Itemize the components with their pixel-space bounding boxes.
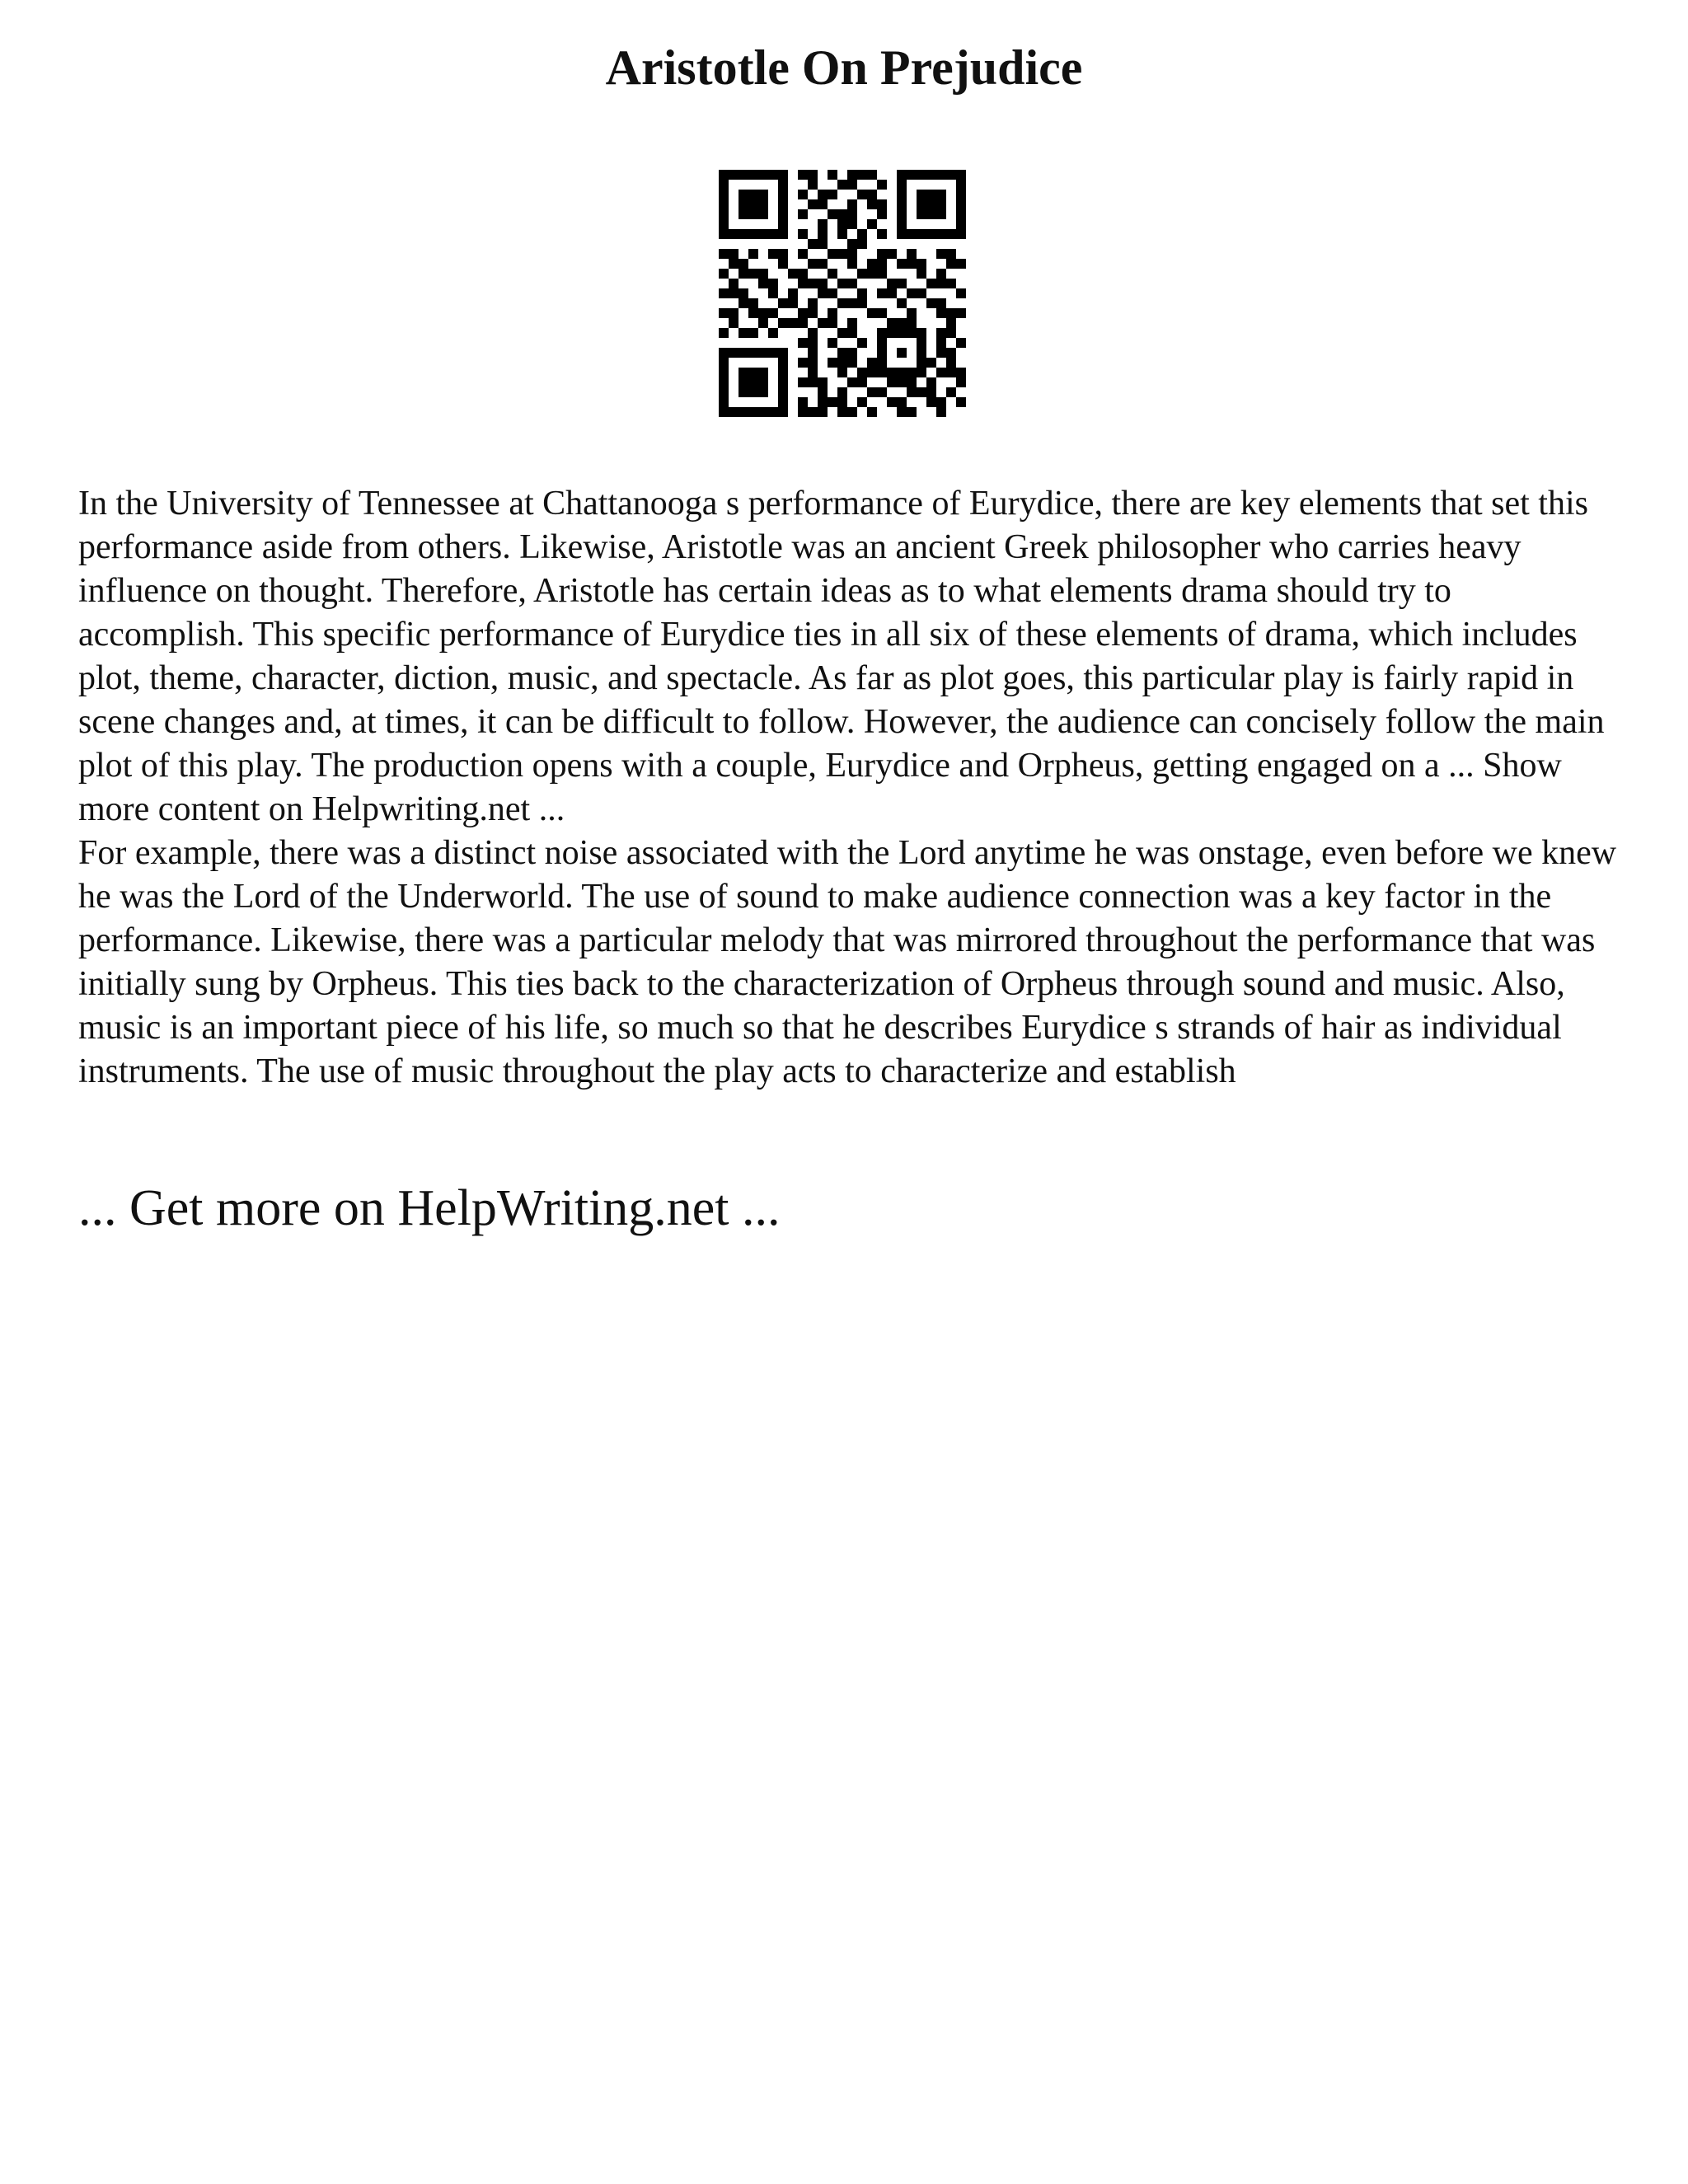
paragraph-intro: In the University of Tennessee at Chattanooga s performance of Eurydice, there are key elements that set this performance aside from others. Likewise, Aristotle was an ancient Greek philosopher who carries heavy influence on thought. Therefore, Aristotle has certain ideas as to what elements drama should try to accomplish. This specific performance of Eurydice ties in all six of these elements of drama, which includes plot, theme, character, diction, music, and spectacle. As far as plot goes, this particular play is fairly rapid in scene changes and, at times, it can be difficult to follow. However, the audience can concisely follow the main plot of this play. The production opens with a couple, Eurydice and Orpheus, getting engaged on a ... Show more content on Helpwriting.net ... — [78, 485, 1605, 828]
get-more-link[interactable]: ... Get more on HelpWriting.net ... — [78, 1180, 781, 1236]
qr-code-icon — [719, 170, 966, 417]
page-title: Aristotle On Prejudice — [605, 40, 1083, 95]
article-body — [78, 482, 1620, 1094]
paragraph-continuation: For example, there was a distinct noise associated with the Lord anytime he was onstage, even before we knew he was the Lord of the Underworld. The use of sound to make audience connection was a key factor in the performance. Likewise, there was a particular melody that was mirrored throughout the performance that was initially sung by Orpheus. This ties back to the characterization of Orpheus through sound and music. Also, music is an important piece of his life, so much so that he describes Eurydice s strands of hair as individual instruments. The use of music throughout the play acts to characterize and establish — [78, 834, 1617, 1090]
